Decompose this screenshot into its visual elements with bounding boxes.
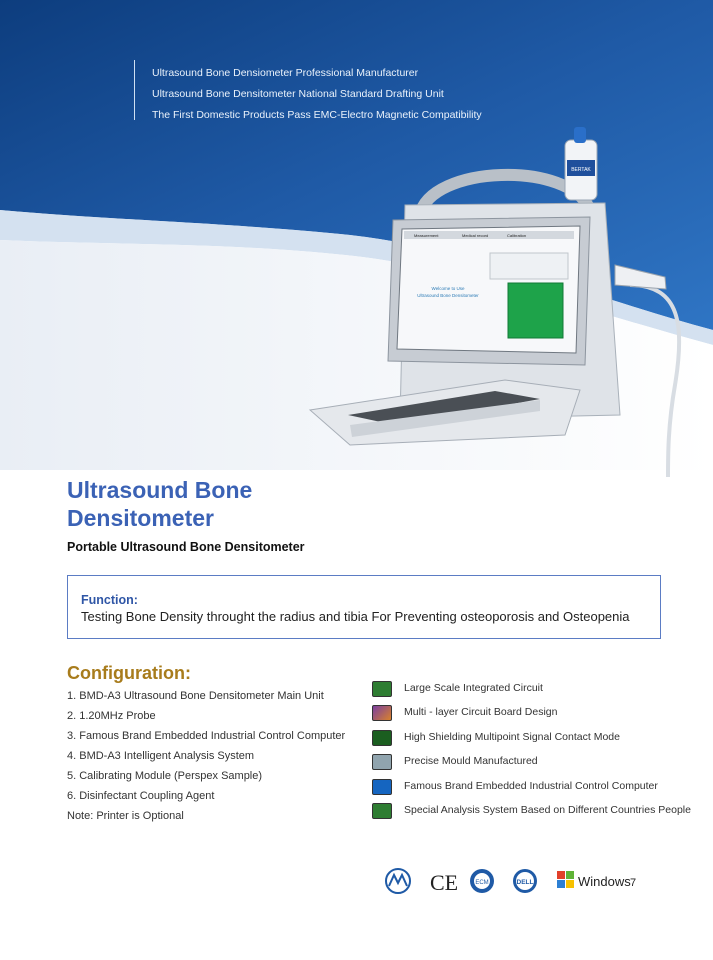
screen-tab-measurement: Measurement [414, 233, 439, 238]
ultrasound-probe [615, 265, 666, 289]
md-logo-icon [386, 869, 410, 893]
analysis-system-icon [372, 803, 392, 819]
screen-welcome-line2: Ultrasound Bone Densitometer [417, 293, 479, 298]
feature-text: Special Analysis System Based on Different Countries People [404, 803, 691, 816]
configuration-title: Configuration: [67, 663, 191, 683]
configuration-item: 1. BMD-A3 Ultrasound Bone Densitometer Main Unit [67, 690, 324, 702]
tagline-list [152, 63, 482, 126]
screen-tab-medical-record: Medical record [462, 233, 489, 238]
configuration-note: Note: Printer is Optional [67, 810, 184, 822]
emc-computer-icon [372, 779, 392, 795]
windows-flag-icon [557, 871, 574, 888]
probe-cable [630, 285, 679, 477]
function-box [67, 575, 661, 639]
ecm-logo-icon [470, 869, 494, 893]
configuration-list [67, 686, 345, 826]
product-title: Ultrasound Bone Densitometer [67, 477, 253, 531]
circuit-board-icon [372, 705, 392, 721]
configuration-item: 5. Calibrating Module (Perspex Sample) [67, 770, 263, 782]
function-text: Testing Bone Density throught the radius and tibia For Preventing osteoporosis and Osteopenia [81, 609, 630, 624]
screen-welcome-line1: Welcome to Use [431, 286, 465, 291]
feature-text: High Shielding Multipoint Signal Contact Mode [404, 730, 620, 743]
configuration-item: 4. BMD-A3 Intelligent Analysis System [67, 750, 255, 762]
dell-logo-icon [513, 869, 537, 893]
feature-text: Precise Mould Manufactured [404, 755, 538, 768]
function-label: Function: [81, 593, 138, 607]
feature-text: Multi - layer Circuit Board Design [404, 706, 558, 719]
windows-version: 7 [630, 877, 637, 889]
gel-bottle-cap [574, 127, 586, 143]
circuit-chip-icon [372, 681, 392, 697]
svg-text:DELL: DELL [516, 879, 534, 886]
screen-tab-calibration: Calibration [507, 233, 527, 238]
signal-contact-icon [372, 730, 392, 746]
configuration-item: 3. Famous Brand Embedded Industrial Control Computer [67, 730, 346, 742]
tagline-3: The First Domestic Products Pass EMC-Electro Magnetic Compatibility [152, 109, 482, 121]
densitometer-device-image [290, 125, 695, 485]
tagline-1: Ultrasound Bone Densiometer Professional Manufacturer [152, 67, 419, 79]
feature-text: Famous Brand Embedded Industrial Control Computer [404, 779, 658, 792]
screen-green-chart [508, 283, 563, 338]
configuration-item: 2. 1.20MHz Probe [67, 710, 156, 722]
ce-mark: CE [430, 870, 459, 895]
windows-logo-text: Windows [578, 874, 631, 889]
feature-text: Large Scale Integrated Circuit [404, 682, 543, 694]
bottle-label: BERTAK [571, 167, 591, 173]
configuration-item: 6. Disinfectant Coupling Agent [67, 790, 215, 802]
product-subtitle: Portable Ultrasound Bone Densitometer [67, 540, 305, 554]
svg-text:ECM: ECM [475, 880, 489, 886]
tagline-divider [134, 60, 135, 120]
tagline-2: Ultrasound Bone Densitometer National Standard Drafting Unit [152, 88, 444, 100]
mould-icon [372, 754, 392, 770]
certification-logos [384, 866, 654, 896]
